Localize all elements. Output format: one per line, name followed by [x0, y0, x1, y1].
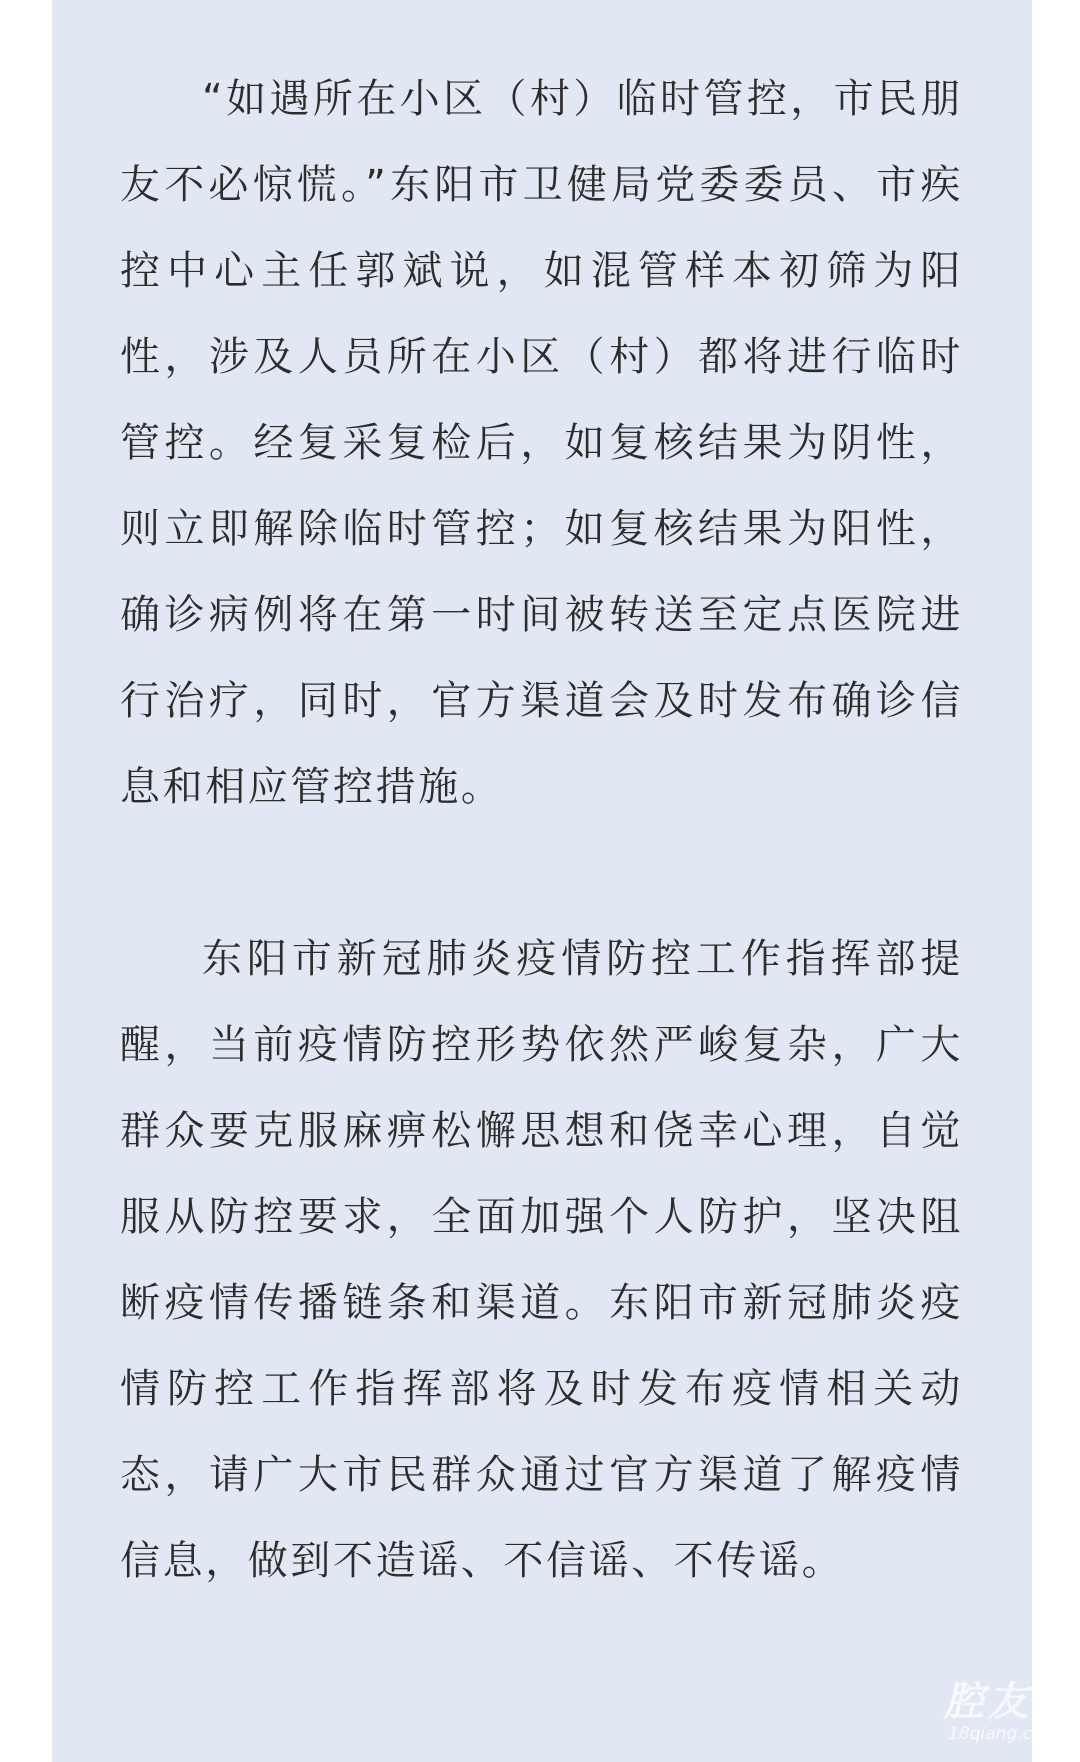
article-paragraph-2: 东阳市新冠肺炎疫情防控工作指挥部提醒，当前疫情防控形势依然严峻复杂，广大群众要克服麻痹松懈思想和侥幸心理，自觉服从防控要求，全面加强个人防护，坚决阻断疫情传播链条和渠道。东阳市新冠肺炎疫情防控工作指挥部将及时发布疫情相关动态，请广大市民群众通过官方渠道了解疫情信息，做到不造谣、不信谣、不传谣。 — [120, 936, 963, 1584]
watermark-url: 18qiang.c — [948, 1724, 1032, 1744]
article-body — [120, 56, 963, 1604]
article-paragraph-1: “如遇所在小区（村）临时管控，市民朋友不必惊慌。”东阳市卫健局党委委员、市疾控中心主任郭斌说，如混管样本初筛为阳性，涉及人员所在小区（村）都将进行临时管控。经复采复检后，如复核结果为阴性，则立即解除临时管控；如复核结果为阳性，确诊病例将在第一时间被转送至定点医院进行治疗，同时，官方渠道会及时发布确诊信息和相应管控措施。 — [120, 76, 963, 810]
watermark-logo: 腔友 — [944, 1679, 1032, 1725]
